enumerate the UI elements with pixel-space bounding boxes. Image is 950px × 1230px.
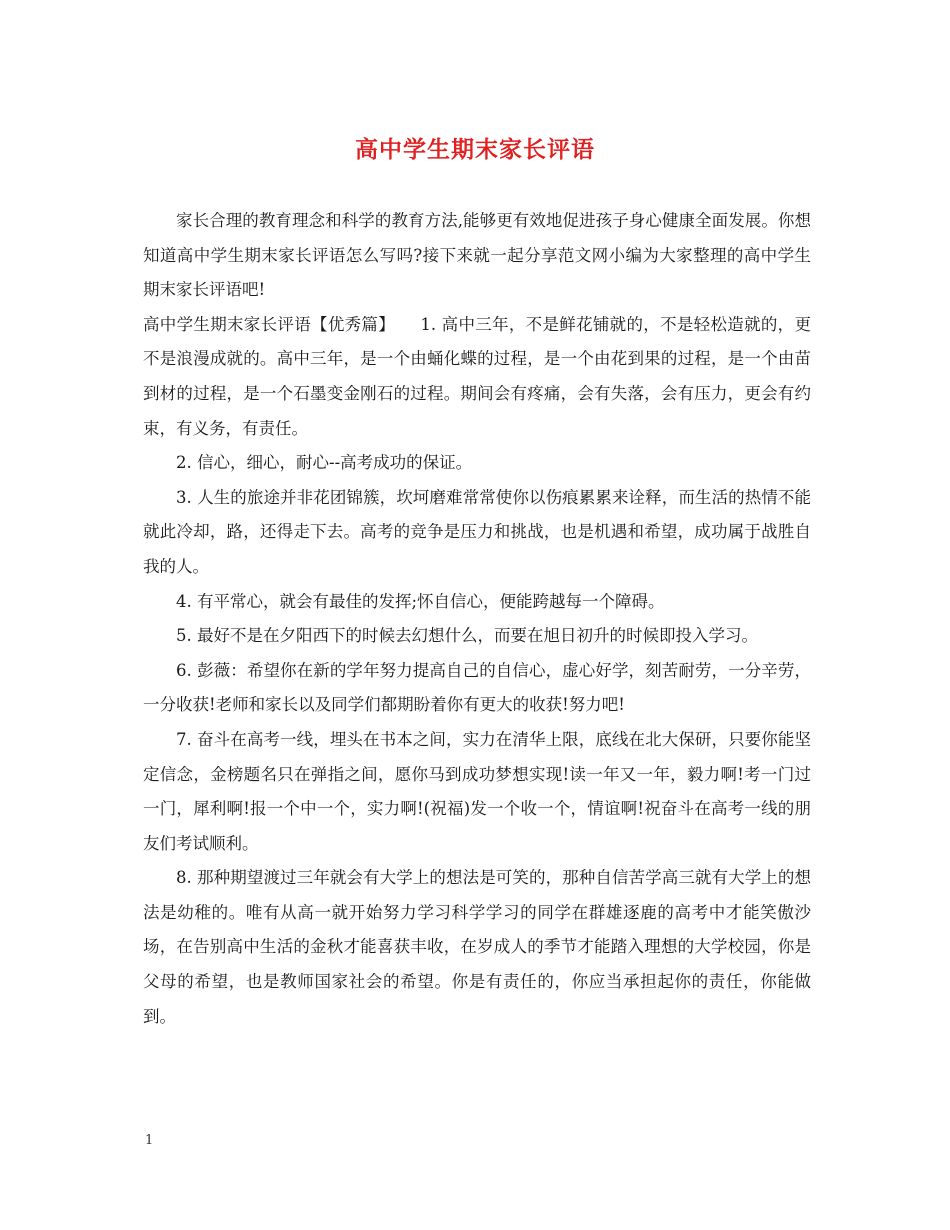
page-number: 1 — [145, 1133, 154, 1148]
comment-paragraph-5: 5. 最好不是在夕阳西下的时候去幻想什么，而要在旭日初升的时候即投入学习。 — [176, 626, 758, 646]
comment-paragraph-8: 8. 那种期望渡过三年就会有大学上的想法是可笑的，那种自信苦学高三就有大学上的想法是幼稚的。唯有从高一就开始努力学习科学学习的同学在群雄逐鹿的高考中才能笑傲沙场，在告别高中生活的金秋才能喜获丰收，在岁成人的季节才能踏入理想的大学校园，你是父母的希望，也是教师国家社会的希望。你是有责任的，你应当承担起你的责任，你能做到。 — [143, 868, 811, 1026]
comment-paragraph-7: 7. 奋斗在高考一线，埋头在书本之间，实力在清华上限，底线在北大保研，只要你能坚定信念，金榜题名只在弹指之间，愿你马到成功梦想实现!读一年又一年，毅力啊!考一门过一门，犀利啊!报一个中一个，实力啊!(祝福)发一个收一个，情谊啊!祝奋斗在高考一线的朋友们考试顺利。 — [143, 729, 811, 853]
comment-paragraph-3: 3. 人生的旅途并非花团锦簇，坎坷磨难常常使你以伤痕累累来诠释，而生活的热情不能就此冷却，路，还得走下去。高考的竞争是压力和挑战，也是机遇和希望，成功属于战胜自我的人。 — [143, 487, 811, 576]
document-title: 高中学生期末家长评语 — [355, 136, 595, 163]
comment-paragraph-4: 4. 有平常心，就会有最佳的发挥;怀自信心，便能跨越每一个障碍。 — [176, 591, 665, 611]
document-body — [143, 204, 811, 1034]
intro-paragraph: 家长合理的教育理念和科学的教育方法,能够更有效地促进孩子身心健康全面发展。你想知道高中学生期末家长评语怎么写吗?接下来就一起分享范文网小编为大家整理的高中学生期末家长评语吧! — [143, 211, 811, 300]
comment-paragraph-6: 6. 彭薇：希望你在新的学年努力提高自己的自信心，虚心好学，刻苦耐劳，一分辛劳，一分收获!老师和家长以及同学们都期盼着你有更大的收获!努力吧! — [143, 660, 811, 715]
comment-paragraph-2: 2. 信心，细心，耐心--高考成功的保证。 — [176, 453, 473, 473]
section-heading-paragraph: 高中学生期末家长评语【优秀篇】 1. 高中三年，不是鲜花铺就的，不是轻松造就的，更不是浪漫成就的。高中三年，是一个由蛹化蝶的过程，是一个由花到果的过程，是一个由苗到材的过程，是一个石墨变金刚石的过程。期间会有疼痛，会有失落，会有压力，更会有约束，有义务，有责任。 — [143, 314, 811, 438]
